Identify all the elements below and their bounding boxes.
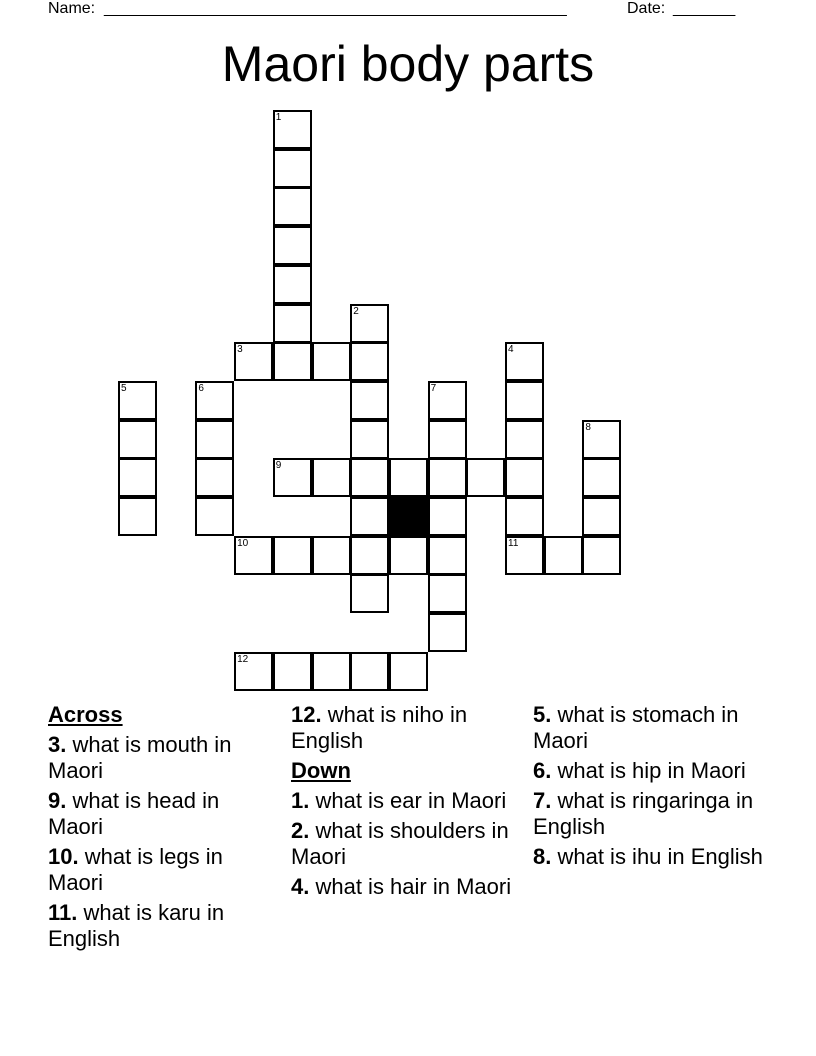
clue-number: 3 [237, 344, 243, 356]
grid-cell[interactable] [389, 536, 428, 575]
grid-cell[interactable] [389, 652, 428, 691]
down-clue: 8. what is ihu in English [533, 844, 763, 869]
grid-cell[interactable] [312, 652, 351, 691]
grid-cell[interactable] [195, 458, 234, 497]
grid-cell[interactable] [505, 420, 544, 459]
down-clue: 4. what is hair in Maori [291, 874, 512, 899]
clue-column-1 [48, 702, 276, 956]
grid-cell[interactable] [273, 536, 312, 575]
page-title: Maori body parts [221, 36, 595, 92]
grid-cell[interactable] [505, 458, 544, 497]
clue-number: 1 [275, 112, 282, 123]
clue-number: 8 [585, 421, 591, 433]
across-clue: 11. what is karu in English [48, 900, 225, 951]
grid-cell[interactable] [350, 304, 389, 343]
clue-column-2 [291, 702, 519, 904]
grid-cell[interactable] [312, 342, 351, 381]
grid-cell[interactable] [350, 497, 389, 536]
down-clue: 5. what is stomach in Maori [533, 702, 739, 753]
grid-cell[interactable] [350, 342, 389, 381]
grid-cell[interactable] [428, 420, 467, 459]
clue-column-3 [533, 702, 773, 874]
down-clue: 7. what is ringaringa in English [533, 788, 754, 839]
across-heading: Across [48, 702, 123, 727]
grid-cell[interactable] [428, 497, 467, 536]
grid-cell[interactable] [273, 652, 312, 691]
clue-number: 9 [275, 460, 282, 472]
grid-cell[interactable] [428, 458, 467, 497]
date-field[interactable]: _______ [673, 0, 736, 17]
grid-cell[interactable] [273, 226, 312, 265]
grid-cell[interactable] [389, 458, 428, 497]
clue-number: 5 [121, 382, 127, 394]
grid-cell[interactable] [428, 613, 467, 652]
grid-cell[interactable] [350, 458, 389, 497]
grid-cell-black [389, 497, 428, 536]
clue-number: 6 [198, 382, 204, 394]
grid-cell[interactable] [350, 420, 389, 459]
grid-cell[interactable] [273, 110, 312, 149]
grid-cell[interactable] [428, 381, 467, 420]
across-clue: 3. what is mouth in Maori [48, 732, 232, 783]
grid-cell[interactable] [582, 536, 621, 575]
grid-cell[interactable] [582, 458, 621, 497]
grid-cell[interactable] [582, 420, 621, 459]
down-clue: 1. what is ear in Maori [291, 788, 507, 813]
across-clue: 9. what is head in Maori [48, 788, 220, 839]
grid-cell[interactable] [195, 420, 234, 459]
grid-cell[interactable] [118, 381, 157, 420]
clue-number: 12 [237, 653, 249, 665]
name-label: Name: [48, 0, 96, 17]
clue-number: 7 [430, 382, 437, 394]
across-clue: 12. what is niho in English [291, 702, 468, 753]
grid-cell[interactable] [273, 187, 312, 226]
down-heading: Down [291, 758, 351, 783]
grid-cell[interactable] [118, 420, 157, 459]
date-label: Date: [627, 0, 666, 17]
grid-cell[interactable] [312, 536, 351, 575]
grid-cell[interactable] [350, 536, 389, 575]
grid-cell[interactable] [195, 497, 234, 536]
grid-cell[interactable] [350, 652, 389, 691]
grid-cell[interactable] [118, 458, 157, 497]
grid-cell[interactable] [234, 652, 273, 691]
name-field[interactable]: ____________________________________________________ [104, 0, 567, 17]
grid-cell[interactable] [234, 536, 273, 575]
grid-cell[interactable] [273, 342, 312, 381]
grid-cell[interactable] [505, 497, 544, 536]
grid-cell[interactable] [428, 536, 467, 575]
clue-number: 2 [353, 305, 359, 317]
grid-cell[interactable] [273, 458, 312, 497]
grid-cell[interactable] [505, 342, 544, 381]
clue-number: 11 [508, 537, 519, 549]
grid-cell[interactable] [350, 574, 389, 613]
grid-cell[interactable] [505, 381, 544, 420]
clue-number: 4 [508, 344, 514, 356]
grid-cell[interactable] [350, 381, 389, 420]
grid-cell[interactable] [118, 497, 157, 536]
grid-cell[interactable] [273, 149, 312, 188]
grid-cell[interactable] [544, 536, 583, 575]
across-clue: 10. what is legs in Maori [48, 844, 223, 895]
grid-cell[interactable] [273, 304, 312, 343]
grid-cell[interactable] [312, 458, 351, 497]
grid-cell[interactable] [428, 574, 467, 613]
down-clue: 6. what is hip in Maori [533, 758, 746, 783]
grid-cell[interactable] [195, 381, 234, 420]
down-clue: 2. what is shoulders in Maori [291, 818, 509, 869]
grid-cell[interactable] [505, 536, 544, 575]
grid-cell[interactable] [582, 497, 621, 536]
grid-cell[interactable] [466, 458, 505, 497]
grid-cell[interactable] [273, 265, 312, 304]
clue-number: 10 [237, 537, 249, 549]
grid-cell[interactable] [234, 342, 273, 381]
